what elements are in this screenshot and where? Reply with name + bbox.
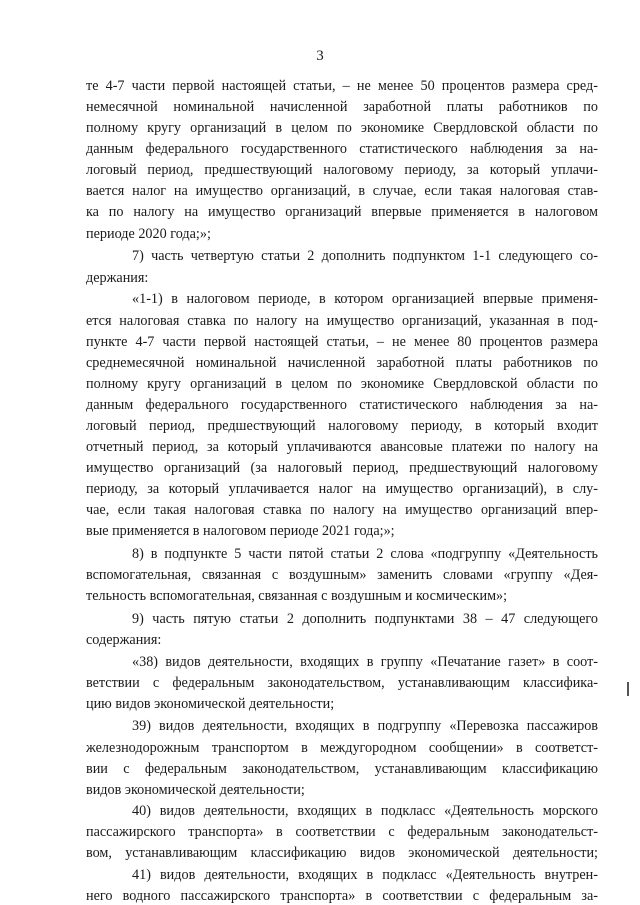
text-line: данным федерального государственного статистического наблюдения за на- [86, 141, 598, 158]
text-line: ветствии с федеральным законодательством, устанавливающим классифика- [86, 675, 598, 692]
text-line: логовый период, предшествующий налоговому периоду, в который входит [86, 417, 598, 434]
text-line: вом, устанавливающим классификацию видов экономической деятельности; [86, 844, 598, 861]
text-line: полному кругу организаций в целом по экономике Свердловской области по [86, 375, 598, 392]
text-line: вспомогательная, связанная с воздушным» заменить словами «группу «Дея- [86, 567, 598, 584]
text-line: содержания: [86, 632, 162, 649]
text-line: вии с федеральным законодательством, устанавливающим классификацию [86, 760, 598, 777]
text-line: 9) часть пятую статьи 2 дополнить подпунктами 38 – 47 следующего [132, 611, 598, 628]
text-line: него водного пассажирского транспорта» в соответствии с федеральным за- [86, 888, 598, 904]
text-line: среднемесячной номинальной начисленной заработной платы работников по [86, 354, 598, 371]
text-line: держания: [86, 269, 149, 286]
text-line: вается налог на имущество организаций, в случае, если такая налоговая став- [86, 183, 598, 200]
text-line: отчетный период, за который уплачиваются авансовые платежи по налогу на [86, 439, 598, 456]
text-line: «1-1) в налоговом периоде, в котором организацией впервые применя- [132, 291, 598, 308]
text-line: 40) видов деятельности, входящих в подкласс «Деятельность морского [132, 802, 598, 819]
text-line: 39) видов деятельности, входящих в подгруппу «Перевозка пассажиров [132, 718, 598, 735]
text-line: «38) видов деятельности, входящих в группу «Печатание газет» в соот- [132, 654, 598, 671]
text-line: пункте 4-7 части первой настоящей статьи, – не менее 80 процентов размера [86, 333, 598, 350]
text-line: данным федерального государственного статистического наблюдения за на- [86, 396, 598, 413]
text-line: имущество организаций (за налоговый период, предшествующий налоговому [86, 460, 598, 477]
scan-margin-mark [627, 682, 629, 696]
text-line: вые применяется в налоговом периоде 2021 года;»; [86, 523, 395, 540]
text-line: железнодорожным транспортом в междугородном сообщении» в соответст- [86, 739, 598, 756]
text-line: пассажирского транспорта» в соответствии с федеральным законодательст- [86, 823, 598, 840]
text-line: тельность вспомогательная, связанная с воздушным и космическим»; [86, 588, 508, 605]
text-line: полному кругу организаций в целом по экономике Свердловской области по [86, 120, 598, 137]
text-line: логовый период, предшествующий налоговому периоду, за который уплачи- [86, 162, 598, 179]
text-line: ка по налогу на имущество организаций впервые применяется в налоговом [86, 204, 598, 221]
text-line: видов экономической деятельности; [86, 781, 305, 798]
page-number: 3 [316, 48, 324, 64]
text-line: чае, если такая налоговая ставка по налогу на имущество организаций впер- [86, 502, 598, 519]
text-line: периоду, за который уплачивается налог на имущество организаций), в слу- [86, 481, 598, 498]
text-line: периоде 2020 года;»; [86, 225, 211, 242]
text-line: цию видов экономической деятельности; [86, 696, 335, 713]
text-line: те 4-7 части первой настоящей статьи, – не менее 50 процентов размера сред- [86, 78, 598, 94]
text-line: ется налоговая ставка по налогу на имущество организаций, указанная в под- [86, 312, 598, 329]
text-line: 8) в подпункте 5 части пятой статьи 2 слова «подгруппу «Деятельность [132, 546, 598, 563]
text-line: 41) видов деятельности, входящих в подкласс «Деятельность внутрен- [132, 866, 598, 883]
text-line: 7) часть четвертую статьи 2 дополнить подпунктом 1-1 следующего со- [132, 248, 598, 265]
text-line: немесячной номинальной начисленной заработной платы работников по [86, 99, 598, 116]
